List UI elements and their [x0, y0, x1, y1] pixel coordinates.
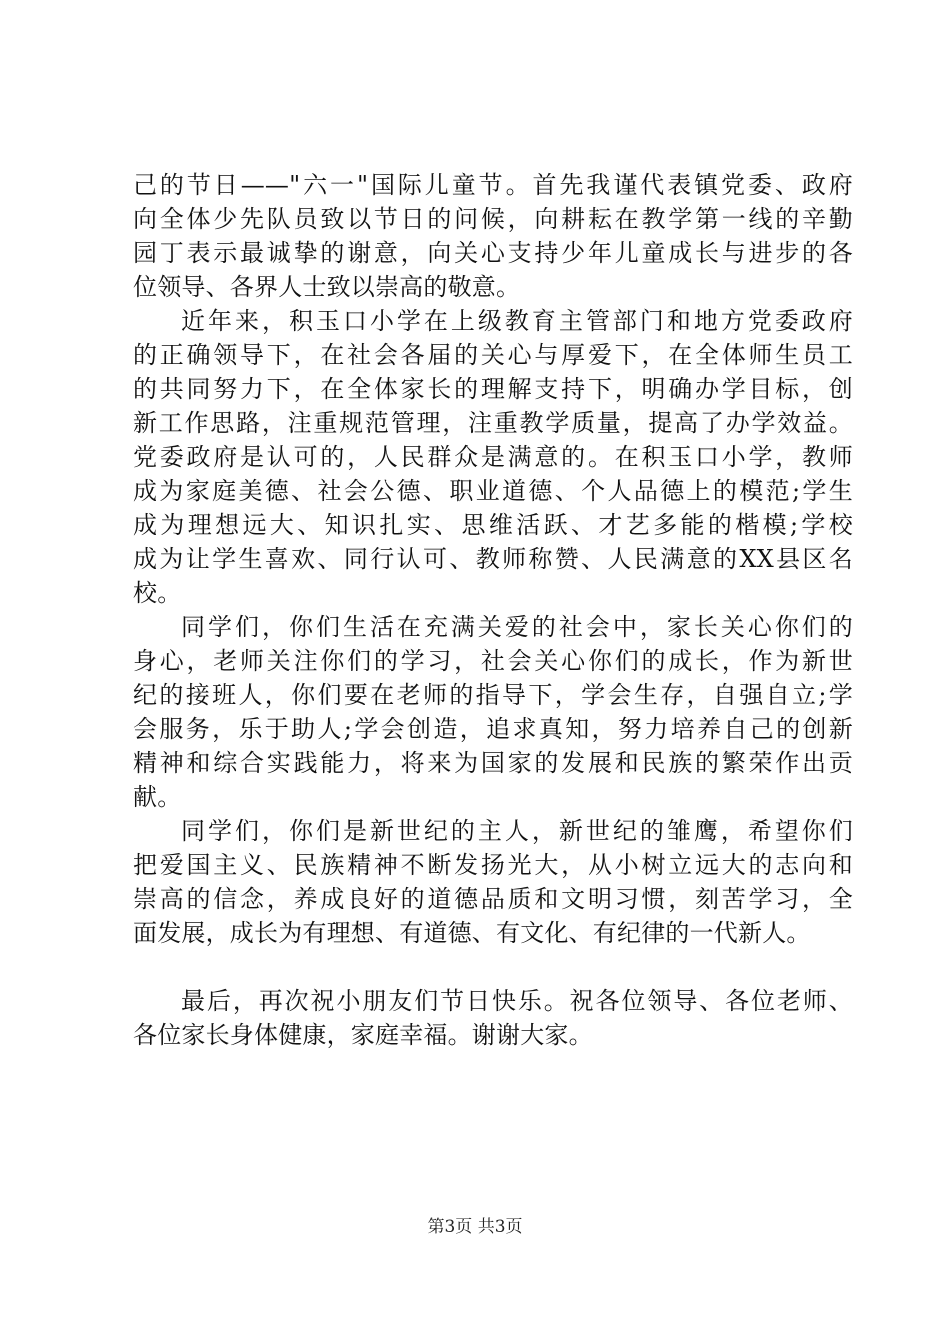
paragraph-1	[133, 168, 853, 304]
paragraph-2	[133, 304, 853, 610]
page-number-footer: 第3页 共3页	[427, 1217, 523, 1237]
text-line: 园丁表示最诚挚的谢意，向关心支持少年儿童成长与进步的各	[133, 239, 853, 267]
text-line: 崇高的信念，养成良好的道德品质和文明习惯，刻苦学习，全	[133, 885, 853, 913]
paragraph-4	[133, 814, 853, 950]
text-line: 的共同努力下，在全体家长的理解支持下，明确办学目标，创	[133, 375, 853, 403]
text-line: 精神和综合实践能力，将来为国家的发展和民族的繁荣作出贡	[133, 749, 853, 777]
paragraph-5	[133, 984, 853, 1052]
text-line: 最后，再次祝小朋友们节日快乐。祝各位领导、各位老师、	[181, 987, 853, 1015]
text-line: 纪的接班人，你们要在老师的指导下，学会生存，自强自立;学	[133, 681, 853, 709]
text-line: 同学们，你们生活在充满关爱的社会中，家长关心你们的	[181, 613, 853, 641]
text-line: 身心，老师关注你们的学习，社会关心你们的成长，作为新世	[133, 647, 853, 675]
text-line: 会服务，乐于助人;学会创造，追求真知，努力培养自己的创新	[133, 715, 853, 743]
text-line: 各位家长身体健康，家庭幸福。谢谢大家。	[133, 1021, 593, 1049]
text-line: 的正确领导下，在社会各届的关心与厚爱下，在全体师生员工	[133, 341, 853, 369]
paragraph-gap	[133, 950, 853, 984]
text-line: 献。	[133, 783, 182, 811]
text-line: 同学们，你们是新世纪的主人，新世纪的雏鹰，希望你们	[181, 817, 853, 845]
text-line: 己的节日——"六一"国际儿童节。首先我谨代表镇党委、政府	[133, 171, 853, 199]
text-line: 面发展，成长为有理想、有道德、有文化、有纪律的一代新人。	[133, 919, 811, 947]
text-line: 党委政府是认可的，人民群众是满意的。在积玉口小学，教师	[133, 443, 853, 471]
text-line: 成为让学生喜欢、同行认可、教师称赞、人民满意的XX县区名	[133, 545, 853, 573]
text-line: 位领导、各界人士致以崇高的敬意。	[133, 273, 521, 301]
paragraph-3	[133, 610, 853, 814]
text-line: 近年来，积玉口小学在上级教育主管部门和地方党委政府	[181, 307, 853, 335]
document-body	[133, 168, 853, 1052]
text-line: 成为理想远大、知识扎实、思维活跃、才艺多能的楷模;学校	[133, 511, 853, 539]
text-line: 校。	[133, 579, 182, 607]
text-line: 把爱国主义、民族精神不断发扬光大，从小树立远大的志向和	[133, 851, 853, 879]
text-line: 新工作思路，注重规范管理，注重教学质量，提高了办学效益。	[133, 409, 853, 437]
text-line: 成为家庭美德、社会公德、职业道德、个人品德上的模范;学生	[133, 477, 853, 505]
text-line: 向全体少先队员致以节日的问候，向耕耘在教学第一线的辛勤	[133, 205, 853, 233]
